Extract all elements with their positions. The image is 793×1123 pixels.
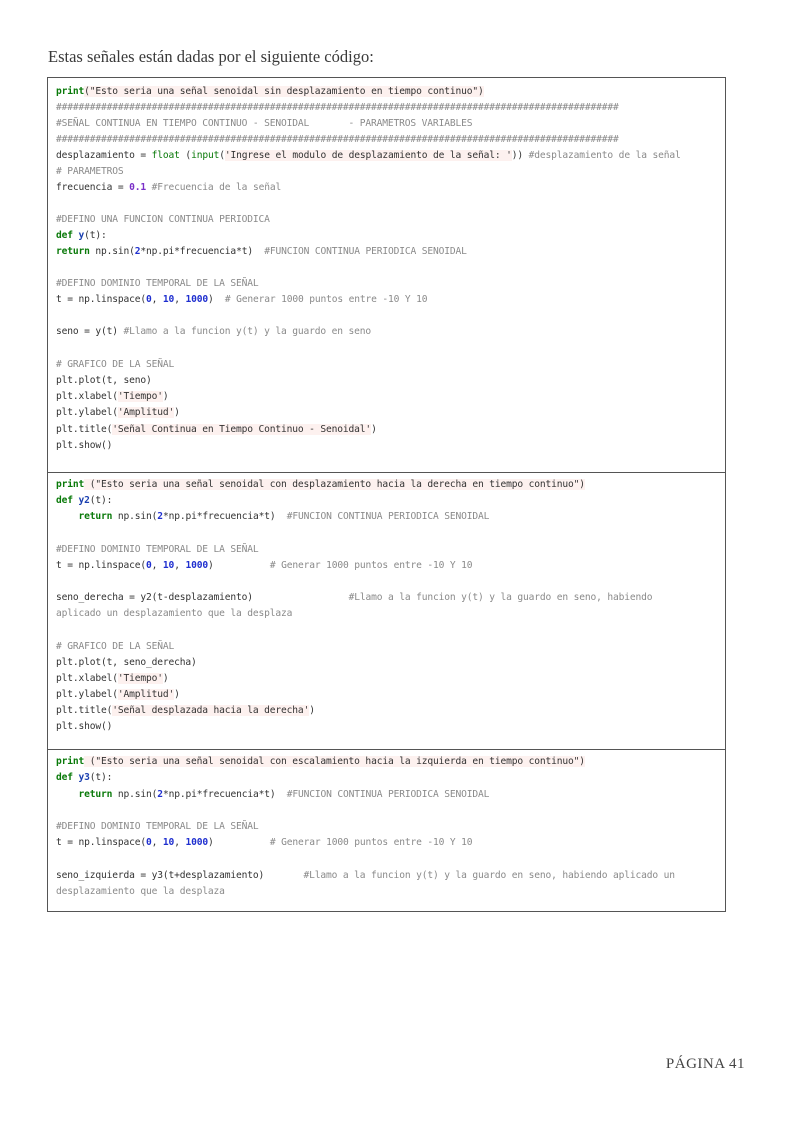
code-line: plt.xlabel('Tiempo') <box>56 391 169 402</box>
code-line: t = np.linspace(0, 10, 1000) # Generar 1000 puntos entre -10 Y 10 <box>56 837 473 848</box>
code-cell-2 <box>48 473 725 750</box>
code-line: plt.title('Señal Continua en Tiempo Continuo - Senoidal') <box>56 424 377 435</box>
code-line: desplazamiento que la desplaza <box>56 886 225 897</box>
code-line: plt.plot(t, seno_derecha) <box>56 657 197 668</box>
code-line: #DEFINO DOMINIO TEMPORAL DE LA SEÑAL <box>56 278 259 289</box>
code-line: frecuencia = 0.1 #Frecuencia de la señal <box>56 182 282 193</box>
code-line: #DEFINO DOMINIO TEMPORAL DE LA SEÑAL <box>56 821 259 832</box>
code-line: #################################################################################################### <box>56 102 619 113</box>
code-line: plt.show() <box>56 440 113 451</box>
code-line: # PARAMETROS <box>56 166 124 177</box>
page-number: PÁGINA 41 <box>665 1056 745 1072</box>
code-line: plt.xlabel('Tiempo') <box>56 673 169 684</box>
code-line: #SEÑAL CONTINUA EN TIEMPO CONTINUO - SENOIDAL - PARAMETROS VARIABLES <box>56 118 473 129</box>
code-line: return np.sin(2*np.pi*frecuencia*t) #FUNCION CONTINUA PERIODICA SENOIDAL <box>78 789 490 800</box>
code-line: seno = y(t) #Llamo a la funcion y(t) y la guardo en seno <box>56 326 372 337</box>
code-line: plt.plot(t, seno) <box>56 375 152 386</box>
code-line: seno_derecha = y2(t-desplazamiento) #Llamo a la funcion y(t) y la guardo en seno, habiendo <box>56 592 653 603</box>
code-line: return np.sin(2*np.pi*frecuencia*t) #FUNCION CONTINUA PERIODICA SENOIDAL <box>56 246 467 257</box>
code-listing <box>47 77 726 912</box>
intro-paragraph: Estas señales están dadas por el siguiente código: <box>48 47 374 66</box>
code-line: plt.ylabel('Amplitud') <box>56 407 180 418</box>
code-line: desplazamiento = float (input('Ingrese el modulo de desplazamiento de la señal: ')) #desplazamiento de la señal <box>56 150 681 161</box>
code-line: print ("Esto seria una señal senoidal con desplazamiento hacia la derecha en tiempo continuo") <box>56 479 585 490</box>
code-line: return np.sin(2*np.pi*frecuencia*t) #FUNCION CONTINUA PERIODICA SENOIDAL <box>78 511 490 522</box>
code-line: #DEFINO UNA FUNCION CONTINUA PERIODICA <box>56 214 270 225</box>
code-line: print("Esto seria una señal senoidal sin desplazamiento en tiempo continuo") <box>56 86 484 97</box>
code-line: plt.title('Señal desplazada hacia la derecha') <box>56 705 315 716</box>
code-line: #DEFINO DOMINIO TEMPORAL DE LA SEÑAL <box>56 544 259 555</box>
code-line: # GRAFICO DE LA SEÑAL <box>56 641 175 652</box>
code-line: plt.ylabel('Amplitud') <box>56 689 180 700</box>
code-cell-1 <box>48 78 725 473</box>
code-line: print ("Esto seria una señal senoidal con escalamiento hacia la izquierda en tiempo continuo") <box>56 756 585 767</box>
code-line: def y2(t): <box>56 495 113 506</box>
code-line: seno_izquierda = y3(t+desplazamiento) #Llamo a la funcion y(t) y la guardo en seno, habiendo aplicado un <box>56 870 675 881</box>
code-cell-3 <box>48 750 725 911</box>
code-line: t = np.linspace(0, 10, 1000) # Generar 1000 puntos entre -10 Y 10 <box>56 560 473 571</box>
code-line: def y(t): <box>56 230 107 241</box>
code-line: # GRAFICO DE LA SEÑAL <box>56 359 175 370</box>
code-line: t = np.linspace(0, 10, 1000) # Generar 1000 puntos entre -10 Y 10 <box>56 294 428 305</box>
code-line: aplicado un desplazamiento que la desplaza <box>56 608 293 619</box>
code-line: def y3(t): <box>56 772 113 783</box>
code-line: plt.show() <box>56 721 113 732</box>
code-line: #################################################################################################### <box>56 134 619 145</box>
